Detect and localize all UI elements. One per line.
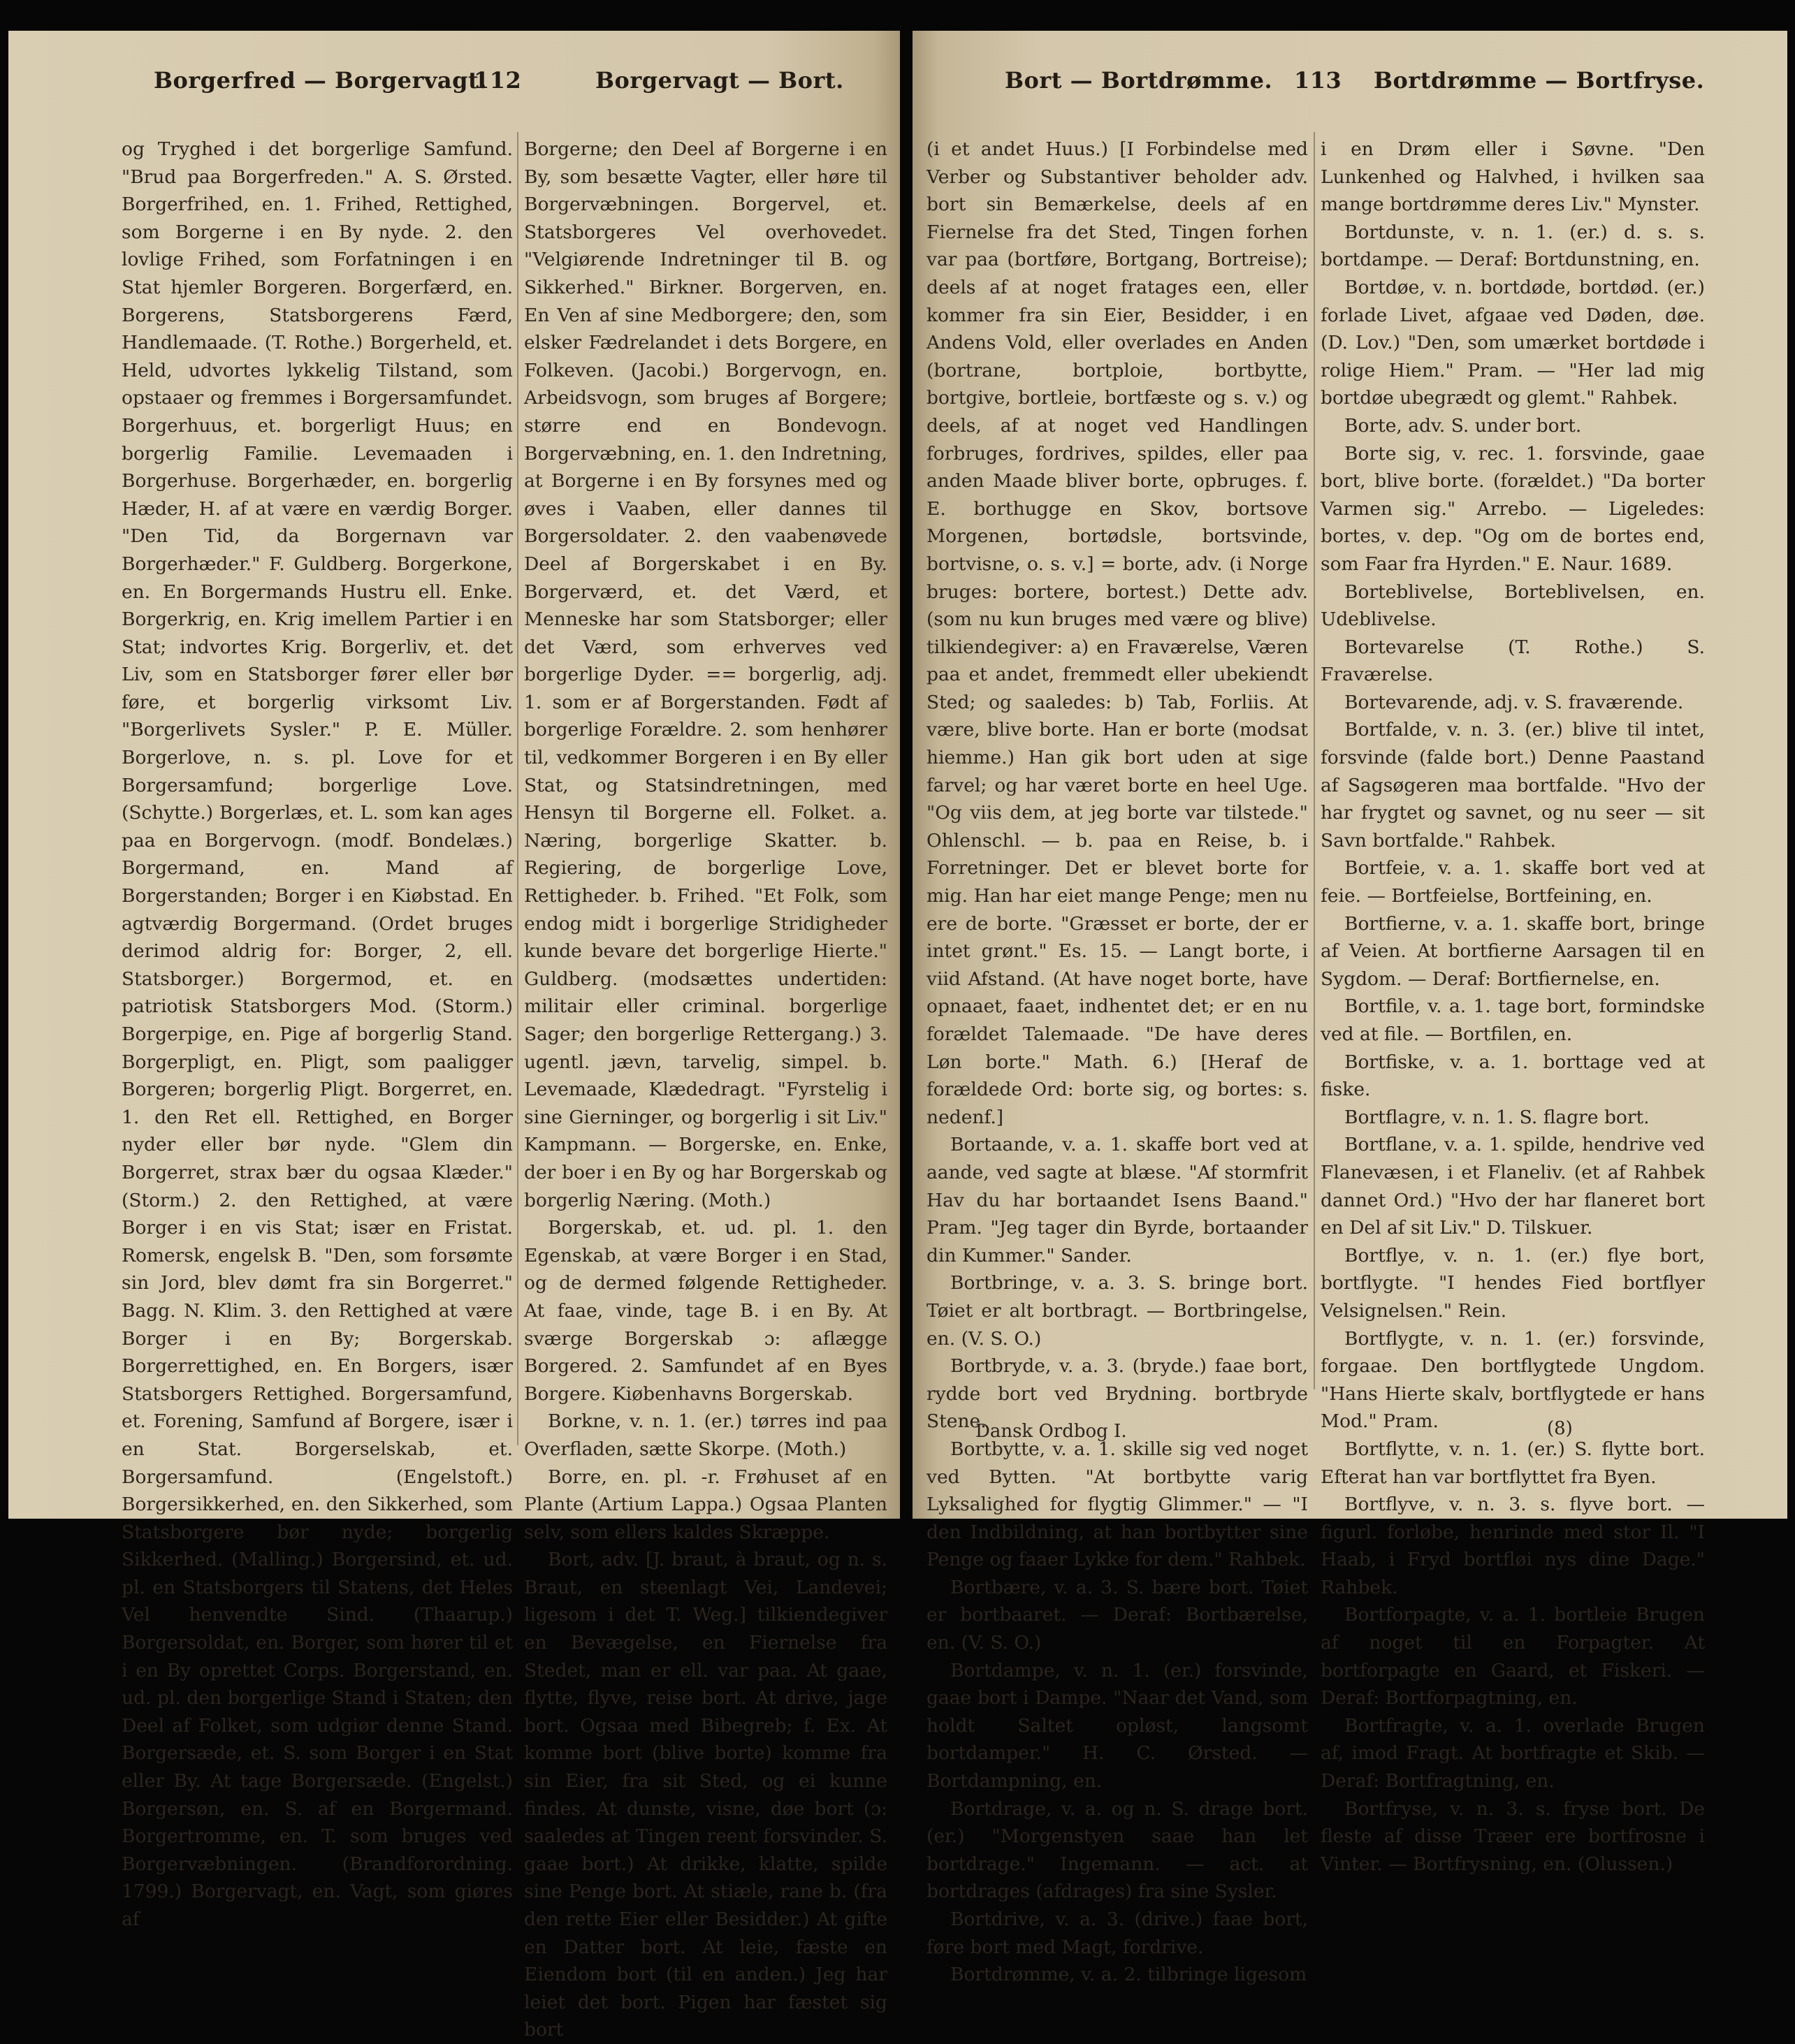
entry-paragraph: Borte sig, v. rec. 1. forsvinde, gaae bort, blive borte. (forældet.) "Da borter Varmen sig." Arrebo. — Ligeledes: bortes, v. dep. "Og om de bortes end, som Faar fra Hyrden." E. Naur. 1689.	[1321, 442, 1705, 575]
left-column-1	[122, 136, 513, 1930]
entry-paragraph: Borre, en. pl. -r. Frøhuset af en Plante (Artium Lappa.) Ogsaa Planten selv, som ellers kaldes Skræppe.	[524, 1466, 887, 1543]
entry-paragraph: Bortfierne, v. a. 1. skaffe bort, bringe af Veien. At bortfierne Aarsagen til en Sygdom. — Deraf: Bortfiernelse, en.	[1321, 912, 1705, 990]
entry-paragraph: Borgerne; den Deel af Borgerne i en By, som besætte Vagter, eller høre til Borgervæbningen. Borgervel, et. Statsborgeres Vel overhovedet. "Velgiørende Indretninger til B. og Sikkerhed." Birkner. Borgerven, en. En Ven af sine Medborgere; den, som elsker Fædrelandet i dets Borgere, en Folkeven. (Jacobi.) Borgervogn, en. Arbeidsvogn, som bruges af Borgere; større end en Bondevogn. Borgervæbning, en. 1. den Indretning, at Borgerne i en By forsynes med og øves i Vaaben, eller dannes til Borgersoldater. 2. den vaabenøvede Deel af Borgerskabet i en By. Borgerværd, et. det Værd, et Menneske har som Statsborger; eller det Værd, som erhverves ved borgerlige Dyder. == borgerlig, adj. 1. som er af Borgerstanden. Født af borgerlige Forældre. 2. som henhører til, vedkommer Borgeren i en By eller Stat, og Statsindretningen, med Hensyn til Borgerne ell. Folket. a. Næring, borgerlige Skatter. b. Regiering, de borgerlige Love, Rettigheder. b. Frihed. "Et Folk, som endog midt i borgerlige Stridigheder kunde bevare det borgerlige Hierte." Guldberg. (modsættes undertiden: militair eller criminal. borgerlige Sager; den borgerlige Rettergang.) 3. ugentl. jævn, tarvelig, simpel. b. Levemaade, Klædedragt. "Fyrstelig i sine Gierninger, og borgerlig i sit Liv." Kampmann. — Borgerske, en. Enke, der boer i en By og har Borgerskab og borgerlig Næring. (Moth.)	[524, 138, 887, 1211]
entry-paragraph: Bortflygte, v. n. 1. (er.) forsvinde, forgaae. Den bortflygtede Ungdom. "Hans Hierte skalv, bortflygtede er hans Mod." Pram.	[1321, 1327, 1705, 1433]
entry-paragraph: Bortdrømme, v. a. 2. tilbringe ligesom	[950, 1964, 1307, 1986]
entry-paragraph: Borte, adv. S. under bort.	[1344, 414, 1582, 437]
entry-paragraph: Bortdunste, v. n. 1. (er.) d. s. s. bortdampe. — Deraf: Bortdunstning, en.	[1321, 221, 1705, 271]
left-page-header	[8, 67, 900, 109]
right-column-divider	[1314, 132, 1315, 1389]
entry-paragraph: Bortbryde, v. a. 3. (bryde.) faae bort, rydde bort ved Brydning. bortbryde Stene.	[926, 1355, 1308, 1433]
entry-paragraph: Bortforpagte, v. a. 1. bortleie Brugen af noget til en Forpagter. At bortforpagte en Gaard, et Fiskeri. — Deraf: Bortforpagtning, en.	[1321, 1604, 1705, 1709]
right-page	[913, 31, 1787, 1986]
signature-mark: Dansk Ordbog I.	[975, 1421, 1127, 1442]
left-page-number: 112	[474, 67, 522, 94]
entry-paragraph: Bortbringe, v. a. 3. S. bringe bort. Tøiet er alt bortbragt. — Bortbringelse, en. (V. S. O.)	[926, 1272, 1308, 1350]
entry-paragraph: og Tryghed i det borgerlige Samfund. "Brud paa Borgerfreden." A. S. Ørsted. Borgerfrihed, en. 1. Frihed, Rettighed, som Borgerne i en By nyde. 2. den lovlige Frihed, som Forfatningen i en Stat hjemler Borgeren. Borgerfærd, en. Borgerens, Statsborgerens Færd, Handlemaade. (T. Rothe.) Borgerheld, et. Held, udvortes lykkelig Tilstand, som opstaaer og fremmes i Borgersamfundet. Borgerhuus, et. borgerligt Huus; en borgerlig Familie. Levemaaden i Borgerhuse. Borgerhæder, en. borgerlig Hæder, H. af at være en værdig Borger. "Den Tid, da Borgernavn var Borgerhæder." F. Guldberg. Borgerkone, en. En Borgermands Hustru ell. Enke. Borgerkrig, en. Krig imellem Partier i en Stat; indvortes Krig. Borgerliv, et. det Liv, som en Statsborger fører eller bør føre, et borgerlig virksomt Liv. "Borgerlivets Sysler." P. E. Müller. Borgerlove, n. s. pl. Love for et Borgersamfund; borgerlige Love. (Schytte.) Borgerlæs, et. L. som kan ages paa en Borgervogn. (modf. Bondelæs.) Borgermand, en. Mand af Borgerstanden; Borger i en Kiøbstad. En agtværdig Borgermand. (Ordet bruges derimod aldrig for: Borger, 2, ell. Statsborger.) Borgermod, et. en patriotisk Statsborgers Mod. (Storm.) Borgerpige, en. Pige af borgerlig Stand. Borgerpligt, en. Pligt, som paaligger Borgeren; borgerlig Pligt. Borgerret, en. 1. den Ret ell. Rettighed, en Borger nyder eller bør nyde. "Glem din Borgerret, strax bær du ogsaa Klæder." (Storm.) 2. den Rettighed, at være Borger i en vis Stat; især en Fristat. Romersk, engelsk B. "Den, som forsømte sin Jord, blev dømt fra sin Borgerret." Bagg. N. Klim. 3. den Rettighed at være Borger i en By; Borgerskab. Borgerrettighed, en. En Borgers, især Statsborgers Rettighed. Borgersamfund, et. Forening, Samfund af Borgere, især i en Stat. Borgerselskab, et. Borgersamfund. (Engelstoft.) Borgersikkerhed, en. den Sikkerhed, som Statsborgere bør nyde; borgerlig Sikkerhed. (Malling.) Borgersind, et. ud. pl. en Statsborgers til Statens, det Heles Vel henvendte Sind. (Thaarup.) Borgersoldat, en. Borger, som hører til et i en By oprettet Corps. Borgerstand, en. ud. pl. den borgerlige Stand i Staten; den Deel af Folket, som udgiør denne Stand. Borgersæde, et. S. som Borger i en Stat eller By. At tage Borgersæde. (Engelst.) Borgersøn, en. S. af en Borgermand. Borgertromme, en. T. som bruges ved Borgervæbningen. (Brandforordning. 1799.) Borgervagt, en. Vagt, som giøres af	[122, 138, 513, 1930]
entry-paragraph: Bortflagre, v. n. 1. S. flagre bort.	[1344, 1106, 1650, 1128]
entry-paragraph: Bortflye, v. n. 1. (er.) flye bort, bortflygte. "I hendes Fied bortflyer Velsignelsen." Rein.	[1321, 1244, 1705, 1322]
right-header-left-word: Bort — Bortdrømme.	[1005, 67, 1273, 94]
entry-paragraph: Bortfile, v. a. 1. tage bort, formindske ved at file. — Bortfilen, en.	[1321, 995, 1705, 1045]
entry-paragraph: Bortflyve, v. n. 3. s. flyve bort. — figurl. forløbe, henrinde med stor Il. "I Haab, i Fryd bortfløi nys dine Dage." Rahbek.	[1321, 1494, 1705, 1598]
entry-paragraph: Bortfryse, v. n. 3. s. fryse bort. De fleste af disse Træer ere bortfrosne i Vinter. — Bortfrysning, en. (Olussen.)	[1321, 1797, 1705, 1875]
entry-paragraph: Borgerskab, et. ud. pl. 1. den Egenskab, at være Borger i en Stad, og de dermed følgende Rettigheder. At faae, vinde, tage B. i en By. At sværge Borgerskab ɔ: aflægge Borgered. 2. Samfundet af en Byes Borgere. Kiøbenhavns Borgerskab.	[524, 1217, 887, 1405]
entry-paragraph: Bortfeie, v. a. 1. skaffe bort ved at feie. — Bortfeielse, Bortfeining, en.	[1321, 857, 1705, 907]
left-page	[8, 31, 900, 2041]
entry-paragraph: Bort, adv. [J. braut, à braut, og n. s. Braut, en steenlagt Vei, Landevei; ligesom i det T. Weg.] tilkiendegiver en Bevægelse, en Fiernelse fra Stedet, man er ell. var paa. At gaae, flytte, flyve, reise bort. At drive, jage bort. Ogsaa med Bibegreb; f. Ex. At komme bort (blive borte) komme fra sin Eier, fra sit Sted, og ei kunne findes. At dunste, visne, døe bort (ɔ: saaledes at Tingen reent forsvinder. S. gaae bort.) At drikke, klatte, spilde sine Penge bort. At stiæle, rane b. (fra den rette Eier eller Besidder.) At gifte en Datter bort. At leie, fæste en Eiendom bort (til en anden.) Jeg har leiet det bort. Pigen har fæstet sig bort	[524, 1549, 887, 2041]
entry-paragraph: Borteblivelse, Borteblivelsen, en. Udeblivelse.	[1321, 581, 1705, 631]
entry-paragraph: (i et andet Huus.) [I Forbindelse med Verber og Substantiver beholder adv. bort sin Bemærkelse, deels af en Fiernelse fra det Sted, Tingen forhen var paa (bortføre, Bortgang, Bortreise); deels af at noget fratages een, eller kommer fra sin Eier, Besidder, i en Andens Vold, eller overlades en Anden (bortrane, bortploie, bortbytte, bortgive, bortleie, bortfæste og s. v.) og deels, af at noget ved Handlingen forbruges, fordrives, spildes, eller paa anden Maade bliver borte, opbruges. f. E. borthugge en Skov, bortsove Morgenen, bortødsle, bortsvinde, bortvisne, o. s. v.] = borte, adv. (i Norge bruges: bortere, bortest.) Dette adv. (som nu kun bruges med være og blive) tilkiendegiver: a) en Fraværelse, Væren paa et andet, fremmedt eller ubekiendt Sted; og saaledes: b) Tab, Forliis. At være, blive borte. Han er borte (modsat hiemme.) Han gik bort uden at sige farvel; og har været borte en heel Uge. "Og viis dem, at jeg borte var tilstede." Ohlenschl. — b. paa en Reise, b. i Forretninger. Det er blevet borte for mig. Han har eiet mange Penge; men nu ere de borte. "Græsset er borte, der er intet grønt." Es. 15. — Langt borte, i viid Afstand. (At have noget borte, have opnaaet, faaet, indhentet det; er en nu forældet Talemaade. "De have deres Løn borte." Math. 6.) [Heraf de forældede Ord: borte sig, og bortes: s. nedenf.]	[926, 138, 1308, 1128]
sheet-number: (8)	[1547, 1418, 1573, 1439]
entry-paragraph: Bortfalde, v. n. 3. (er.) blive til intet, forsvinde (falde bort.) Denne Paastand af Sagsøgeren maa bortfalde. "Hvo der har frygtet og savnet, og nu seer — sit Savn bortfalde." Rahbek.	[1321, 719, 1705, 852]
entry-paragraph: Bortdrive, v. a. 3. (drive.) faae bort, føre bort med Magt, fordrive.	[926, 1908, 1308, 1958]
entry-paragraph: Bortdrage, v. a. og n. S. drage bort. (er.) "Morgenstyen saae han let bortdrage." Ingemann. — act. at bortdrages (afdrages) fra sine Sysler.	[926, 1797, 1308, 1903]
entry-paragraph: Bortevarelse (T. Rothe.) S. Fraværelse.	[1321, 636, 1705, 686]
entry-paragraph: Bortdøe, v. n. bortdøde, bortdød. (er.) forlade Livet, afgaae ved Døden, døe. (D. Lov.) "Den, som umærket bortdøde i rolige Hiem." Pram. — "Her lad mig bortdøe ubegrædt og glemt." Rahbek.	[1321, 276, 1705, 409]
entry-paragraph: Bortbytte, v. a. 1. skille sig ved noget ved Bytten. "At bortbytte varig Lyksalighed for flygtig Glimmer." — "I den Indbildning, at han bortbytter sine Penge og faaer Lykke for dem." Rahbek.	[926, 1438, 1308, 1571]
entry-paragraph: Bortbære, v. a. 3. S. bære bort. Tøiet er bortbaaret. — Deraf: Bortbærelse, en. (V. S. O.)	[926, 1576, 1308, 1654]
entry-paragraph: Borkne, v. n. 1. (er.) tørres ind paa Overfladen, sætte Skorpe. (Moth.)	[524, 1410, 887, 1460]
left-header-left-word: Borgerfred — Borgervagt.	[154, 67, 487, 94]
left-header-right-word: Borgervagt — Bort.	[595, 67, 844, 94]
left-column-2	[524, 136, 887, 2041]
right-header-right-word: Bortdrømme — Bortfryse.	[1374, 67, 1705, 94]
right-page-header	[913, 67, 1787, 109]
entry-paragraph: Bortfiske, v. a. 1. borttage ved at fiske.	[1321, 1051, 1705, 1101]
entry-paragraph: Bortaande, v. a. 1. skaffe bort ved at aande, ved sagte at blæse. "Af stormfrit Hav du har bortaandet Isens Baand." Pram. "Jeg tager din Byrde, bortaander din Kummer." Sander.	[926, 1134, 1308, 1266]
left-column-divider	[517, 132, 518, 1445]
right-column-2	[1321, 136, 1705, 1875]
entry-paragraph: i en Drøm eller i Søvne. "Den Lunkenhed og Halvhed, i hvilken saa mange bortdrømme deres Liv." Mynster.	[1321, 138, 1705, 216]
entry-paragraph: Bortevarende, adj. v. S. fraværende.	[1344, 691, 1684, 713]
right-page-number: 113	[1294, 67, 1342, 94]
entry-paragraph: Bortdampe, v. n. 1. (er.) forsvinde, gaae bort i Dampe. "Naar det Vand, som holdt Saltet opløst, langsomt bortdamper." H. C. Ørsted. — Bortdampning, en.	[926, 1659, 1308, 1793]
entry-paragraph: Bortflytte, v. n. 1. (er.) S. flytte bort. Efterat han var bortflyttet fra Byen.	[1321, 1438, 1705, 1488]
entry-paragraph: Bortfragte, v. a. 1. overlade Brugen af, imod Fragt. At bortfragte et Skib. — Deraf: Bortfragtning, en.	[1321, 1714, 1705, 1793]
entry-paragraph: Bortflane, v. a. 1. spilde, hendrive ved Flanevæsen, i et Flaneliv. (et af Rahbek dannet Ord.) "Hvo der har flaneret bort en Del af sit Liv." D. Tilskuer.	[1321, 1134, 1705, 1239]
